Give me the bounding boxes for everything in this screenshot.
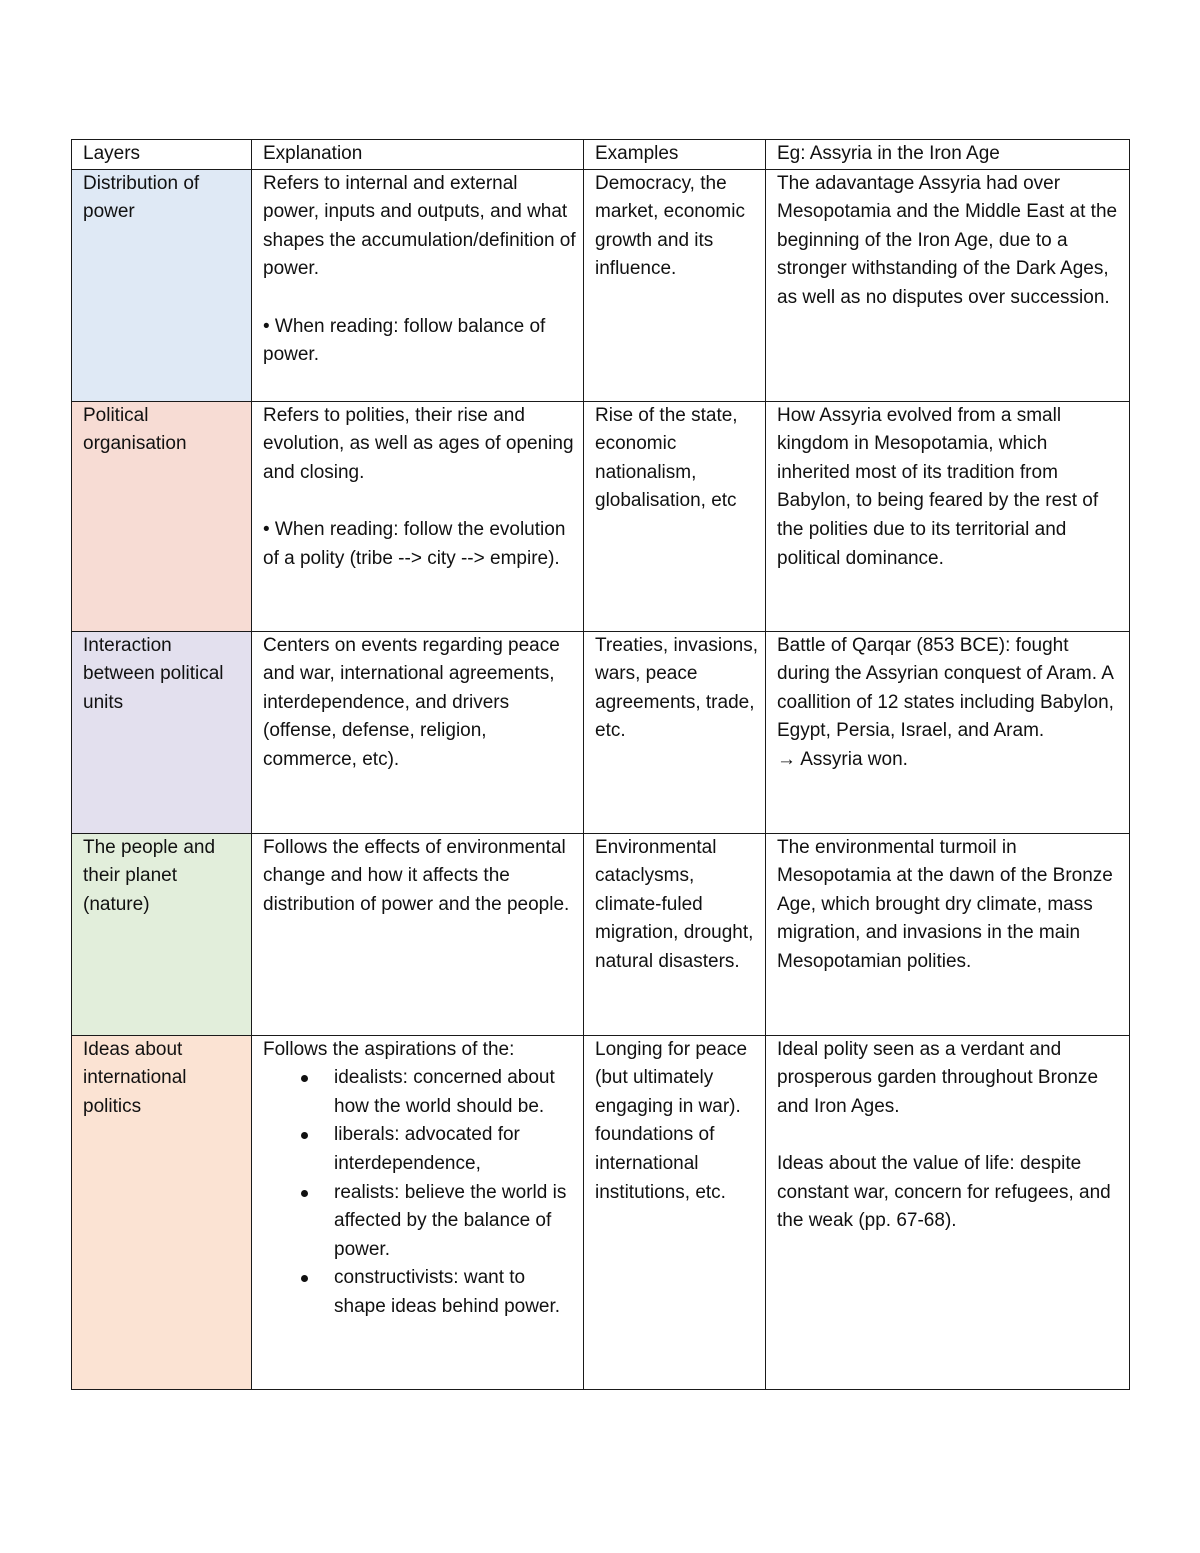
right-arrow-icon: → <box>777 748 796 770</box>
examples-text: Longing for peace (but ultimately engaging in war). foundations of international institutions, etc. <box>595 1038 748 1203</box>
explanation-cell <box>252 833 584 1035</box>
assyria-cell <box>766 401 1130 631</box>
explanation-cell <box>252 169 584 401</box>
examples-cell <box>584 169 766 401</box>
table-row <box>72 833 1130 1035</box>
layer-label: Ideas about international politics <box>83 1038 187 1117</box>
explanation-note: • When reading: follow the evolution of a polity (tribe --> city --> empire). <box>263 518 566 569</box>
aspirations-list <box>263 1064 577 1321</box>
layer-cell <box>72 1035 252 1389</box>
examples-cell <box>584 833 766 1035</box>
assyria-text: The environmental turmoil in Mesopotamia at the dawn of the Bronze Age, which brought dry climate, mass migration, and invasions in the main Mesopotamian polities. <box>777 836 1113 972</box>
document-page <box>71 139 1129 1390</box>
examples-cell <box>584 401 766 631</box>
header-examples: Examples <box>584 140 766 170</box>
explanation-text: Centers on events regarding peace and war, international agreements, interdependence, and drivers (offense, defense, religion, commerce, etc). <box>263 634 560 770</box>
examples-text: Treaties, invasions, wars, peace agreements, trade, etc. <box>595 634 758 742</box>
assyria-text: Battle of Qarqar (853 BCE): fought during the Assyrian conquest of Aram. A coallition of 12 states including Babylon, Egypt, Persia, Israel, and Aram. <box>777 634 1114 742</box>
layers-table <box>71 139 1130 1390</box>
layer-cell <box>72 631 252 833</box>
explanation-text: Follows the aspirations of the: <box>263 1038 515 1060</box>
assyria-cell <box>766 833 1130 1035</box>
list-item: idealists: concerned about how the world should be. <box>334 1064 577 1121</box>
table-header-row <box>72 140 1130 170</box>
layer-label: Interaction between political units <box>83 634 224 713</box>
explanation-cell <box>252 1035 584 1389</box>
assyria-text: How Assyria evolved from a small kingdom in Mesopotamia, which inherited most of its tradition from Babylon, to being feared by the rest of the polities due to its territorial and political dominance. <box>777 404 1099 569</box>
layer-cell <box>72 401 252 631</box>
examples-text: Rise of the state, economic nationalism, globalisation, etc <box>595 404 738 512</box>
assyria-cell <box>766 1035 1130 1389</box>
assyria-text: Ideal polity seen as a verdant and prosperous garden throughout Bronze and Iron Ages. <box>777 1038 1099 1117</box>
list-item: realists: believe the world is affected by the balance of power. <box>334 1179 577 1265</box>
explanation-text: Follows the effects of environmental change and how it affects the distribution of power and the people. <box>263 836 570 915</box>
explanation-cell <box>252 401 584 631</box>
list-item: liberals: advocated for interdependence, <box>334 1121 577 1178</box>
assyria-result-line <box>777 746 1123 775</box>
layer-label: Distribution of power <box>83 172 200 223</box>
assyria-text-2: Ideas about the value of life: despite constant war, concern for refugees, and the weak (pp. 67-68). <box>777 1152 1111 1232</box>
examples-text: Environmental cataclysms, climate-fuled migration, drought, natural disasters. <box>595 836 754 972</box>
examples-text: Democracy, the market, economic growth and its influence. <box>595 172 745 280</box>
layer-cell <box>72 169 252 401</box>
assyria-cell <box>766 169 1130 401</box>
layer-cell <box>72 833 252 1035</box>
assyria-cell <box>766 631 1130 833</box>
explanation-note: • When reading: follow balance of power. <box>263 315 546 366</box>
assyria-result: Assyria won. <box>800 748 908 770</box>
table-row <box>72 401 1130 631</box>
explanation-text: Refers to polities, their rise and evolution, as well as ages of opening and closing. <box>263 404 574 483</box>
examples-cell <box>584 1035 766 1389</box>
table-row <box>72 631 1130 833</box>
assyria-text: The adavantage Assyria had over Mesopotamia and the Middle East at the beginning of the Iron Age, due to a stronger withstanding of the Dark Ages, as well as no disputes over succession. <box>777 172 1118 308</box>
layer-label: Political organisation <box>83 404 187 455</box>
explanation-text: Refers to internal and external power, inputs and outputs, and what shapes the accumulation/definition of power. <box>263 172 576 280</box>
header-layers: Layers <box>72 140 252 170</box>
explanation-cell <box>252 631 584 833</box>
examples-cell <box>584 631 766 833</box>
table-row <box>72 169 1130 401</box>
layer-label: The people and their planet (nature) <box>83 836 216 915</box>
header-explanation: Explanation <box>252 140 584 170</box>
list-item: constructivists: want to shape ideas behind power. <box>334 1264 577 1321</box>
header-assyria: Eg: Assyria in the Iron Age <box>766 140 1130 170</box>
table-row <box>72 1035 1130 1389</box>
